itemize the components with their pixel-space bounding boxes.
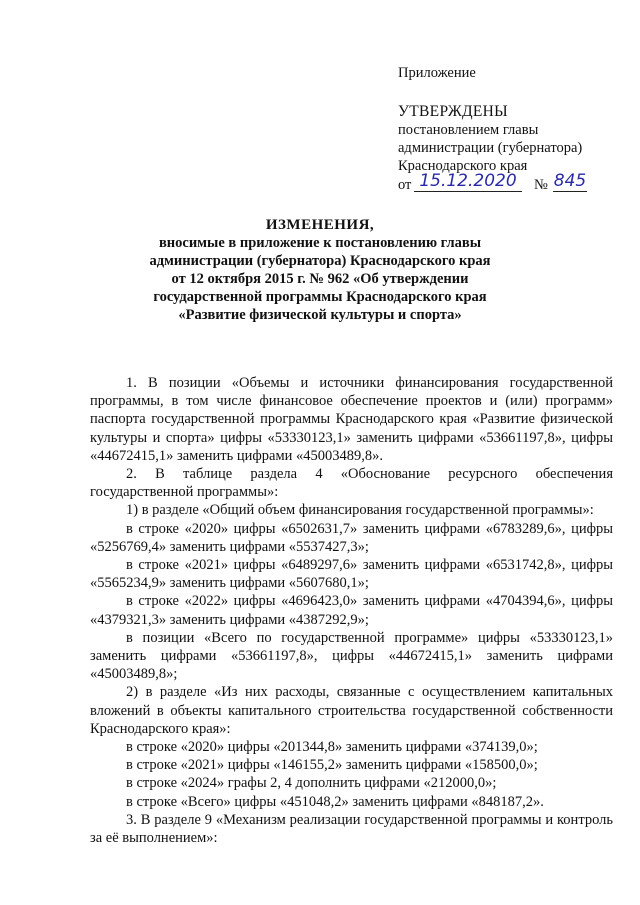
paragraph: 2) в разделе «Из них расходы, связанные с осуществлением капитальных вложений в объекты капитального строительства государственной собственности Краснодарского края»:: [90, 684, 613, 737]
paragraph: в строке «2020» цифры «6502631,7» заменить цифрами «6783289,6», цифры «5256769,4» заменить цифрами «5537427,3»;: [90, 520, 613, 555]
paragraph: в строке «2024» графы 2, 4 дополнить цифрами «212000,0»;: [126, 775, 497, 792]
approval-line-1: постановлением главы: [398, 122, 539, 138]
paragraph: в строке «2022» цифры «4696423,0» заменить цифрами «4704394,6», цифры «4379321,3» заменить цифрами «4387292,9»;: [90, 593, 613, 628]
paragraph: в строке «2021» цифры «146155,2» заменить цифрами «158500,0»;: [126, 757, 538, 774]
paragraph: в строке «2021» цифры «6489297,6» заменить цифрами «6531742,8», цифры «5565234,9» заменить цифрами «5607680,1»;: [90, 557, 613, 592]
paragraph: в строке «Всего» цифры «451048,2» заменить цифрами «848187,2».: [126, 793, 544, 810]
paragraph: 2. В таблице раздела 4 «Обоснование ресурсного обеспечения государственной программы»:: [90, 466, 613, 501]
paragraph: 3. В разделе 9 «Механизм реализации государственной программы и контроль за её выполнением»:: [90, 811, 613, 847]
document-heading: [90, 216, 550, 324]
heading-line: «Развитие физической культуры и спорта»: [178, 307, 462, 323]
paragraph: в строке «2020» цифры «201344,8» заменить цифрами «374139,0»;: [126, 739, 538, 756]
paragraph: 1. В позиции «Объемы и источники финансирования государственной программы, в том числе финансовое обеспечение проектов и (или) программ» паспорта государственной программы Краснодарского края «Развитие физической культуры и спорта» цифры «53330123,1» заменить цифрами «53661197,8», цифры «44672415,1» заменить цифрами «45003489,8».: [90, 375, 613, 464]
approval-line-3: Краснодарского края: [398, 158, 528, 174]
heading-line: администрации (губернатора) Краснодарского края: [149, 253, 491, 269]
date-number-line: [398, 171, 628, 195]
paragraph: 1) в разделе «Общий объем финансирования государственной программы»:: [126, 502, 594, 519]
document-body: [90, 374, 613, 847]
handwritten-number: 845: [553, 171, 587, 191]
date-prefix: от: [398, 177, 412, 193]
heading-line: от 12 октября 2015 г. № 962 «Об утверждении: [171, 271, 469, 287]
handwritten-date: 15.12.2020: [414, 171, 522, 192]
number-prefix: №: [534, 177, 548, 193]
paragraph: в позиции «Всего по государственной программе» цифры «53330123,1» заменить цифрами «53661197,8», цифры «44672415,1» заменить цифрами «45003489,8»;: [90, 629, 613, 683]
heading-line: государственной программы Краснодарского края: [153, 289, 487, 305]
appendix-label: Приложение: [398, 65, 476, 81]
heading-title: ИЗМЕНЕНИЯ,: [265, 217, 375, 233]
heading-line: вносимые в приложение к постановлению главы: [158, 235, 482, 251]
approval-block: [398, 64, 628, 195]
approved-label: УТВЕРЖДЕНЫ: [398, 103, 508, 120]
approval-line-2: администрации (губернатора): [398, 140, 583, 156]
